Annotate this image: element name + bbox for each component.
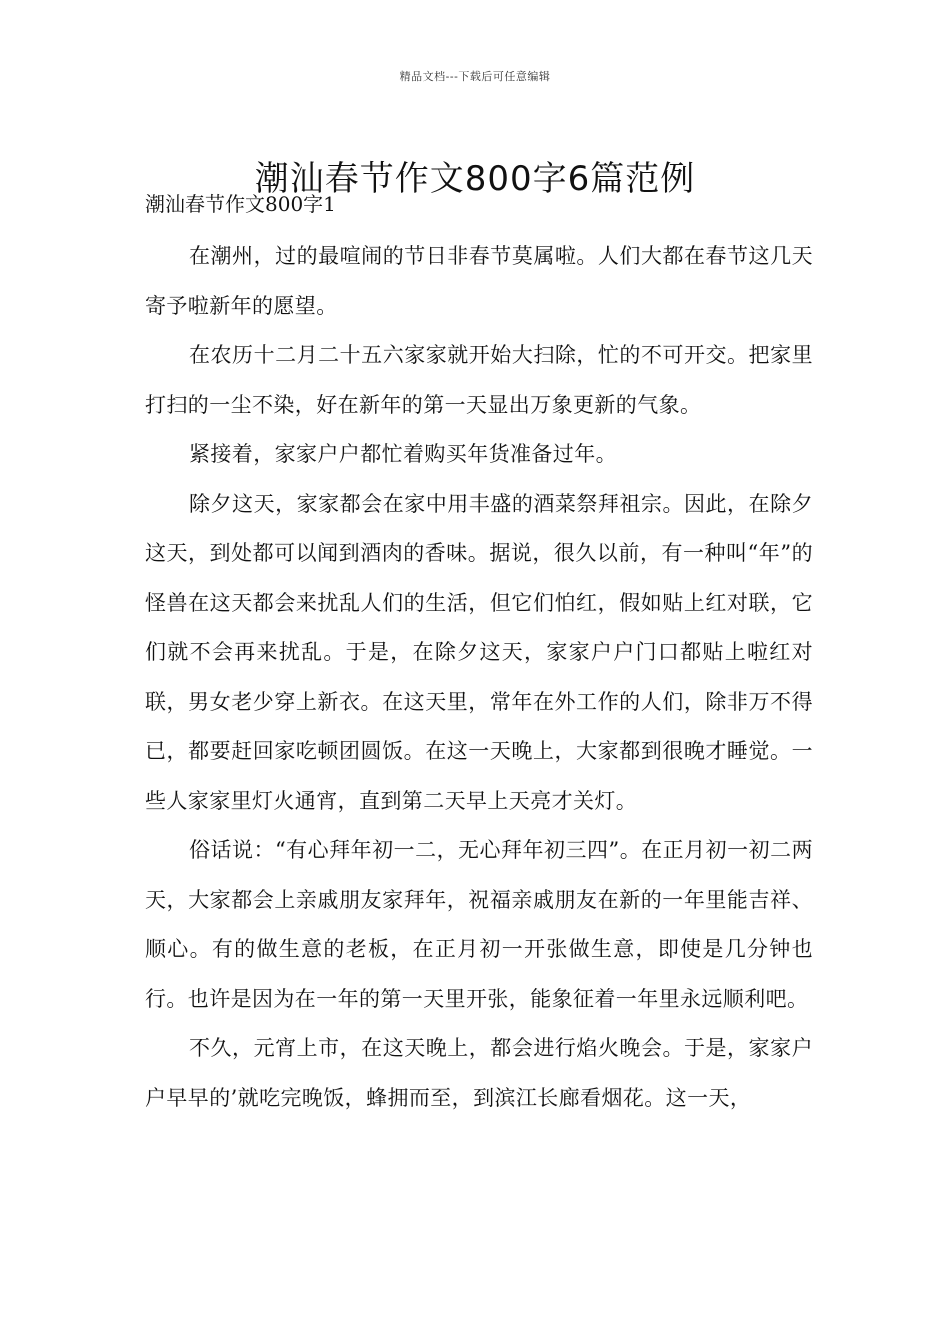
paragraph: 在农历十二月二十五六家家就开始大扫除，忙的不可开交。把家里打扫的一尘不染，好在新年的第一天显出万象更新的气象。 [145,343,813,417]
header-note: 精品文档---下载后可任意编辑 [399,70,551,83]
paragraph: 除夕这天，家家都会在家中用丰盛的酒菜祭拜祖宗。因此，在除夕这天，到处都可以闻到酒肉的香味。据说，很久以前，有一种叫“年”的怪兽在这天都会来扰乱人们的生活，但它们怕红，假如贴上红对联，它们就不会再来扰乱。于是，在除夕这天，家家户户门口都贴上啦红对联，男女老少穿上新衣。在这天里，常年在外工作的人们，除非万不得已，都要赶回家吃顿团圆饭。在这一天晚上，大家都到很晚才睡觉。一些人家家里灯火通宵，直到第二天早上天亮才关灯。 [145,491,813,813]
section-subtitle: 潮汕春节作文800字1 [145,192,336,216]
paragraph: 紧接着，家家户户都忙着购买年货准备过年。 [189,442,617,466]
paragraph: 在潮州，过的最喧闹的节日非春节莫属啦。人们大都在春节这几天寄予啦新年的愿望。 [145,244,813,318]
page-title: 潮汕春节作文800字6篇范例 [254,158,696,199]
article-body [145,232,813,1123]
paragraph: 俗话说：“有心拜年初一二，无心拜年初三四”。在正月初一初二两天，大家都会上亲戚朋友家拜年，祝福亲戚朋友在新的一年里能吉祥、顺心。有的做生意的老板，在正月初一开张做生意，即使是几分钟也行。也许是因为在一年的第一天里开张，能象征着一年里永远顺利吧。 [145,838,813,1011]
paragraph: 不久，元宵上市，在这天晚上，都会进行焰火晚会。于是，家家户户早早的’就吃完晚饭，蜂拥而至，到滨江长廊看烟花。这一天， [145,1036,813,1110]
